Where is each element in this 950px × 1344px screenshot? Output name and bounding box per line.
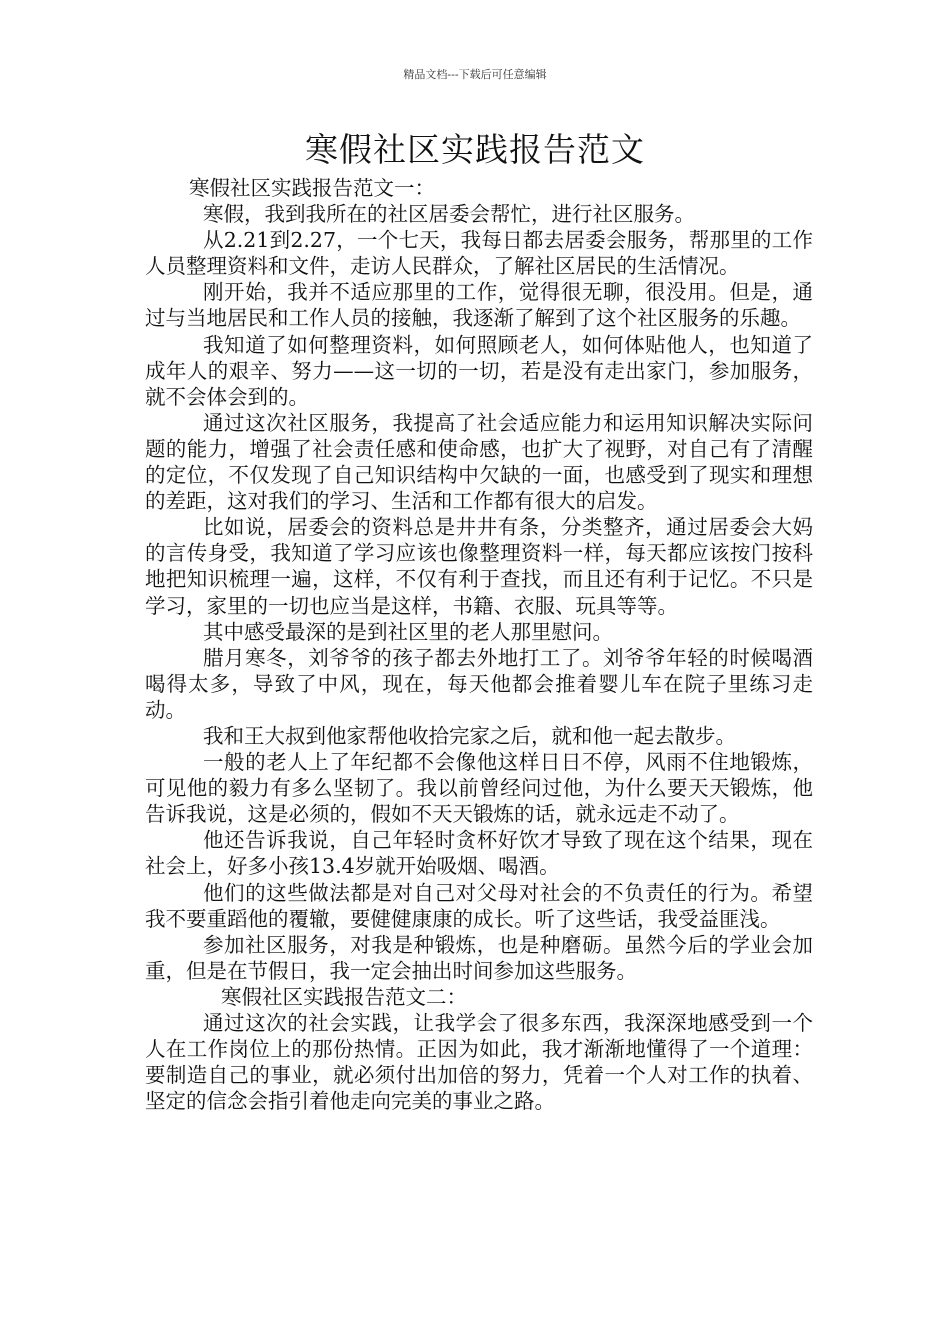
body-paragraph: 通过这次社区服务，我提高了社会适应能力和运用知识解决实际问题的能力，增强了社会责任感和使命感，也扩大了视野，对自己有了清醒的定位，不仅发现了自己知识结构中欠缺的一面，也感受到了现实和理想的差距，这对我们的学习、生活和工作都有很大的启发。 — [145, 410, 813, 514]
body-paragraph: 刚开始，我并不适应那里的工作，觉得很无聊，很没用。但是，通过与当地居民和工作人员的接触，我逐渐了解到了这个社区服务的乐趣。 — [145, 280, 813, 331]
body-paragraph: 比如说，居委会的资料总是井井有条，分类整齐，通过居委会大妈的言传身受，我知道了学习应该也像整理资料一样，每天都应该按门按科地把知识梳理一遍，这样，不仅有利于查找，而且还有利于记忆。不只是学习，家里的一切也应当是这样，书籍、衣服、玩具等等。 — [145, 515, 813, 618]
document-body — [145, 175, 813, 1114]
body-paragraph: 腊月寒冬，刘爷爷的孩子都去外地打工了。刘爷爷年轻的时候喝酒喝得太多，导致了中风，现在，每天他都会推着婴儿车在院子里练习走动。 — [145, 645, 813, 722]
body-paragraph: 其中感受最深的是到社区里的老人那里慰问。 — [203, 619, 613, 644]
body-paragraph: 通过这次的社会实践，让我学会了很多东西，我深深地感受到一个人在工作岗位上的那份热情。正因为如此，我才渐渐地懂得了一个道理：要制造自己的事业，就必须付出加倍的努力，凭着一个人对工作的执着、坚定的信念会指引着他走向完美的事业之路。 — [145, 1011, 813, 1114]
document-title: 寒假社区实践报告范文 — [305, 130, 645, 169]
body-paragraph: 我和王大叔到他家帮他收拾完家之后，就和他一起去散步。 — [203, 723, 736, 748]
body-paragraph: 寒假，我到我所在的社区居委会帮忙，进行社区服务。 — [203, 202, 695, 227]
body-paragraph: 参加社区服务，对我是种锻炼，也是种磨砺。虽然今后的学业会加重，但是在节假日，我一定会抽出时间参加这些服务。 — [145, 932, 813, 983]
body-paragraph: 一般的老人上了年纪都不会像他这样日日不停，风雨不住地锻炼，可见他的毅力有多么坚韧了。我以前曾经问过他，为什么要天天锻炼，他告诉我说，这是必须的，假如不天天锻炼的话，就永远走不动了。 — [145, 750, 813, 827]
section-heading: 寒假社区实践报告范文一： — [189, 176, 435, 200]
body-paragraph: 我知道了如何整理资料，如何照顾老人，如何体贴他人，也知道了成年人的艰辛、努力——这一切的一切，若是没有走出家门，参加服务，就不会体会到的。 — [145, 332, 813, 409]
page-header-note: 精品文档---下载后可任意编辑 — [403, 68, 547, 81]
section-heading: 寒假社区实践报告范文二： — [221, 984, 467, 1009]
body-paragraph: 从2.21到2.27，一个七天，我每日都去居委会服务，帮那里的工作人员整理资料和文件，走访人民群众，了解社区居民的生活情况。 — [145, 228, 813, 279]
body-paragraph: 他还告诉我说，自己年轻时贪杯好饮才导致了现在这个结果，现在社会上，好多小孩13.4岁就开始吸烟、喝酒。 — [145, 828, 813, 879]
body-paragraph: 他们的这些做法都是对自己对父母对社会的不负责任的行为。希望我不要重蹈他的覆辙，要健健康康的成长。听了这些话，我受益匪浅。 — [145, 880, 813, 931]
